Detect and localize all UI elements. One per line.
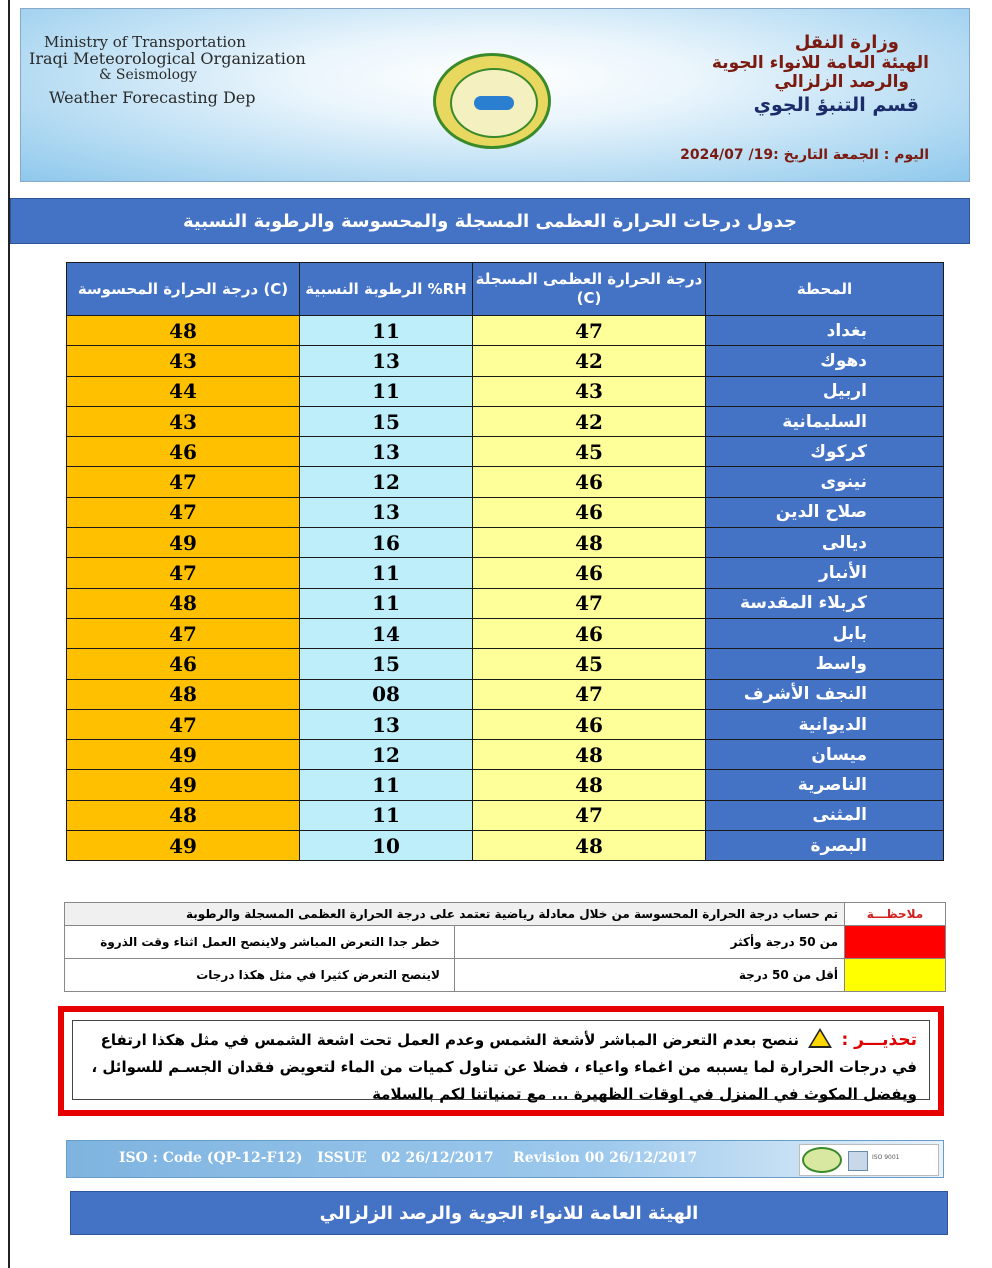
max-temp-cell: 45: [473, 649, 706, 679]
header-humidity: الرطوبة النسبية %RH: [300, 263, 473, 316]
humidity-cell: 08: [300, 679, 473, 709]
footer-bar: الهيئة العامة للانواء الجوية والرصد الزلزالي: [70, 1191, 948, 1235]
red-description: خطر جدا التعرض المباشر ولاينصح العمل اثناء وقت الذروة: [65, 926, 455, 959]
department-name-en: Weather Forecasting Dep: [49, 88, 256, 108]
max-temp-cell: 42: [473, 346, 706, 376]
logo-inner-ring: [450, 68, 538, 138]
table-row: [67, 679, 944, 709]
max-temp-cell: 42: [473, 406, 706, 436]
station-cell: الأنبار: [706, 558, 944, 588]
humidity-cell: 10: [300, 831, 473, 861]
table-row: [67, 467, 944, 497]
max-temp-cell: 47: [473, 800, 706, 830]
table-row: [67, 709, 944, 739]
page-border: [8, 0, 10, 1268]
station-cell: البصرة: [706, 831, 944, 861]
humidity-cell: 11: [300, 770, 473, 800]
table-row: [67, 770, 944, 800]
table-row: [67, 558, 944, 588]
max-temp-cell: 46: [473, 497, 706, 527]
feels-like-cell: 46: [67, 437, 300, 467]
ministry-name-ar: وزارة النقل: [794, 32, 899, 53]
station-cell: ميسان: [706, 740, 944, 770]
humidity-cell: 13: [300, 437, 473, 467]
station-cell: كربلاء المقدسة: [706, 588, 944, 618]
feels-like-cell: 44: [67, 376, 300, 406]
header-banner: [20, 8, 970, 182]
humidity-cell: 11: [300, 558, 473, 588]
header-station: المحطة: [706, 263, 944, 316]
station-cell: اربيل: [706, 376, 944, 406]
max-temp-cell: 48: [473, 740, 706, 770]
max-temp-cell: 45: [473, 437, 706, 467]
station-cell: صلاح الدين: [706, 497, 944, 527]
department-name-ar: قسم التنبؤ الجوي: [753, 93, 919, 116]
feels-like-cell: 48: [67, 800, 300, 830]
table-row: [67, 618, 944, 648]
feels-like-cell: 43: [67, 406, 300, 436]
iso-code: ISO : Code (QP-12-F12) ISSUE 02 26/12/2017 Revision 00 26/12/2017: [119, 1150, 698, 1166]
station-cell: النجف الأشرف: [706, 679, 944, 709]
iso-bar: [66, 1140, 944, 1178]
notes-heading: ملاحظـــة: [845, 903, 946, 926]
station-cell: بابل: [706, 618, 944, 648]
cloud-icon: [474, 96, 514, 110]
warning-text: ننصح بعدم التعرض المباشر لأشعة الشمس وعدم العمل تحت اشعة الشمس في مثل هكذا ارتفاع في درجات الحرارة لما يسببه من اغماء واعياء ، فضلا عن تناول كميات من الماء لتعويض فقدان الجسـم للسوائل ، ويفضل المكوث في المنزل في اوقات الظهيرة ... مع تمنياتنا لكم بالسلامة: [91, 1031, 917, 1103]
organization-name-ar: الهيئة العامة للانواء الجوية: [711, 52, 929, 73]
station-cell: السليمانية: [706, 406, 944, 436]
red-label: من 50 درجة وأكثر: [455, 926, 845, 959]
feels-like-cell: 49: [67, 528, 300, 558]
humidity-cell: 11: [300, 376, 473, 406]
humidity-cell: 15: [300, 649, 473, 679]
certification-icon: [848, 1151, 868, 1171]
humidity-cell: 13: [300, 497, 473, 527]
feels-like-cell: 48: [67, 316, 300, 346]
feels-like-cell: 47: [67, 467, 300, 497]
max-temp-cell: 46: [473, 618, 706, 648]
organization-name-en: Iraqi Meteorological Organization: [29, 48, 306, 68]
station-cell: واسط: [706, 649, 944, 679]
station-cell: الديوانية: [706, 709, 944, 739]
max-temp-cell: 46: [473, 709, 706, 739]
organization-suffix-ar: والرصد الزلزالي: [774, 72, 909, 93]
station-cell: نينوى: [706, 467, 944, 497]
humidity-cell: 14: [300, 618, 473, 648]
feels-like-cell: 49: [67, 831, 300, 861]
humidity-cell: 16: [300, 528, 473, 558]
table-row: [67, 649, 944, 679]
certification-mark: ISO 9001: [872, 1154, 900, 1161]
max-temp-cell: 46: [473, 558, 706, 588]
organization-logo: [433, 53, 551, 149]
header-feels-like: درجة الحرارة المحسوسة (C): [67, 263, 300, 316]
warning-inner: [72, 1020, 930, 1103]
max-temp-cell: 48: [473, 831, 706, 861]
feels-like-cell: 47: [67, 558, 300, 588]
organization-mini-logo: [802, 1147, 842, 1173]
station-cell: دهوك: [706, 346, 944, 376]
max-temp-cell: 47: [473, 679, 706, 709]
table-row: [67, 800, 944, 830]
yellow-description: لاينصح التعرض كثيرا في مثل هكذا درجات: [65, 959, 455, 992]
table-title: جدول درجات الحرارة العظمى المسجلة والمحسوسة والرطوبة النسبية: [10, 198, 970, 244]
table-row: [67, 497, 944, 527]
feels-like-cell: 47: [67, 709, 300, 739]
table-row: [67, 831, 944, 861]
station-cell: الناصرية: [706, 770, 944, 800]
header-english: [29, 35, 306, 107]
max-temp-cell: 47: [473, 316, 706, 346]
temperature-table: [66, 262, 944, 861]
table-header-row: [67, 263, 944, 316]
warning-icon: [808, 1028, 832, 1048]
ministry-name-en: Ministry of Transportation: [44, 33, 246, 51]
table-row: [67, 376, 944, 406]
feels-like-cell: 48: [67, 679, 300, 709]
table-row: [67, 316, 944, 346]
station-cell: المثنى: [706, 800, 944, 830]
table-row: [67, 437, 944, 467]
station-cell: بغداد: [706, 316, 944, 346]
notes-text: تم حساب درجة الحرارة المحسوسة من خلال معادلة رياضية تعتمد على درجة الحرارة العظمى المسجلة والرطوبة: [65, 903, 845, 926]
red-swatch: [845, 926, 946, 959]
table-row: [67, 346, 944, 376]
yellow-label: أقل من 50 درجة: [455, 959, 845, 992]
feels-like-cell: 46: [67, 649, 300, 679]
warning-box: [58, 1006, 944, 1116]
humidity-cell: 15: [300, 406, 473, 436]
humidity-cell: 12: [300, 467, 473, 497]
feels-like-cell: 49: [67, 740, 300, 770]
humidity-cell: 13: [300, 709, 473, 739]
feels-like-cell: 47: [67, 497, 300, 527]
report-date: اليوم : الجمعة التاريخ :19/ 2024/07: [680, 147, 929, 163]
organization-suffix-en: & Seismology: [99, 66, 197, 83]
humidity-cell: 11: [300, 800, 473, 830]
table-row: [67, 588, 944, 618]
humidity-cell: 13: [300, 346, 473, 376]
humidity-cell: 11: [300, 588, 473, 618]
station-cell: ديالى: [706, 528, 944, 558]
humidity-cell: 12: [300, 740, 473, 770]
max-temp-cell: 43: [473, 376, 706, 406]
feels-like-cell: 47: [67, 618, 300, 648]
notes-table: [64, 902, 946, 992]
max-temp-cell: 48: [473, 528, 706, 558]
header-max-temp: درجة الحرارة العظمى المسجلة (C): [473, 263, 706, 316]
table-row: [67, 406, 944, 436]
warning-content: [85, 1027, 917, 1108]
table-row: [67, 528, 944, 558]
warning-label: تحذيـــر :: [841, 1030, 917, 1050]
header-arabic: [712, 33, 929, 117]
humidity-cell: 11: [300, 316, 473, 346]
certification-logos: [799, 1144, 939, 1176]
yellow-swatch: [845, 959, 946, 992]
table-row: [67, 740, 944, 770]
feels-like-cell: 43: [67, 346, 300, 376]
max-temp-cell: 48: [473, 770, 706, 800]
max-temp-cell: 46: [473, 467, 706, 497]
feels-like-cell: 49: [67, 770, 300, 800]
feels-like-cell: 48: [67, 588, 300, 618]
max-temp-cell: 47: [473, 588, 706, 618]
station-cell: كركوك: [706, 437, 944, 467]
